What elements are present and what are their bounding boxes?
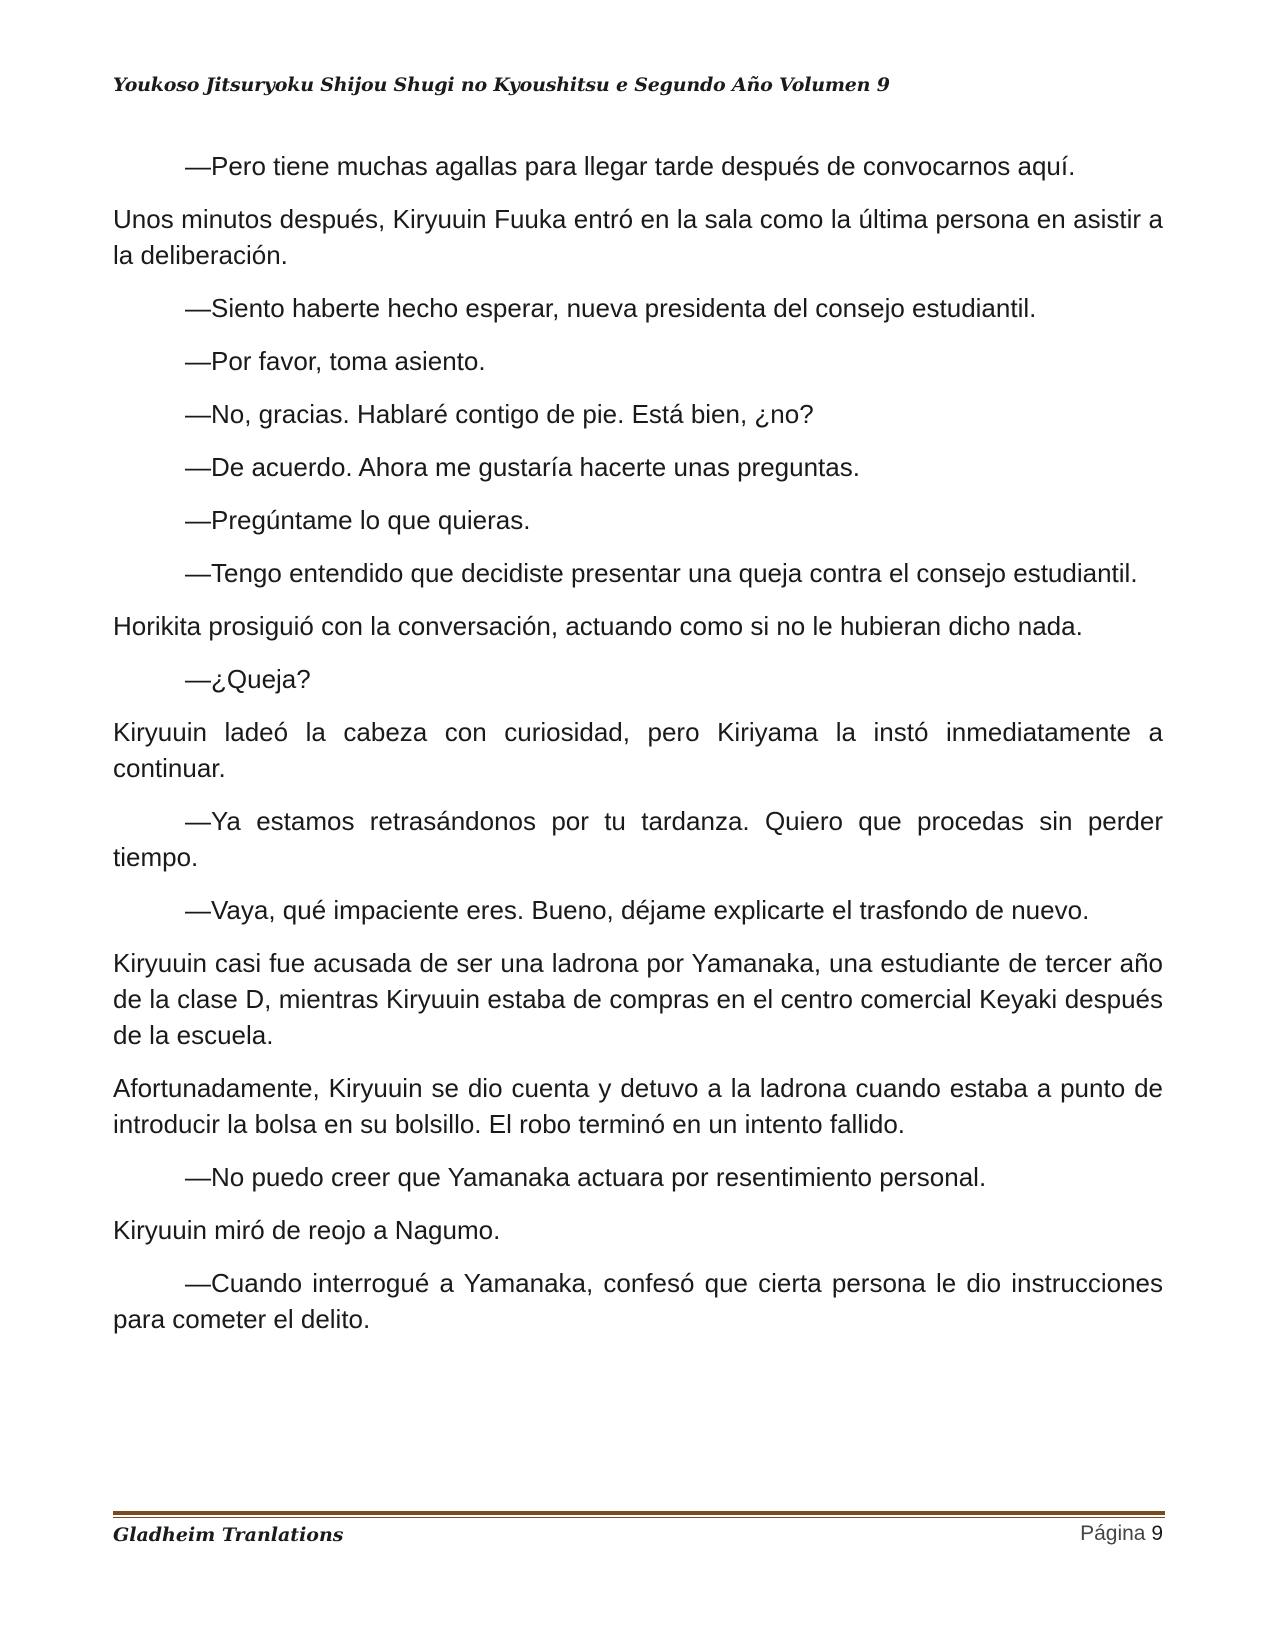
paragraph: —No puedo creer que Yamanaka actuara por resentimiento personal. — [185, 1162, 987, 1192]
paragraph: Kiryuuin ladeó la cabeza con curiosidad, pero Kiriyama la instó inmediatamente a continuar. — [113, 717, 1163, 783]
paragraph: —De acuerdo. Ahora me gustaría hacerte unas preguntas. — [185, 452, 860, 482]
body-text — [113, 148, 1163, 1354]
page-number: 9 — [1151, 1522, 1163, 1545]
running-header-title: Youkoso Jitsuryoku Shijou Shugi no Kyoushitsu e Segundo Año Volumen 9 — [113, 74, 890, 96]
paragraph: Kiryuuin casi fue acusada de ser una ladrona por Yamanaka, una estudiante de tercer año de la clase D, mientras Kiryuuin estaba de compras en el centro comercial Keyaki después de la escuela. — [113, 948, 1163, 1050]
paragraph: —Pregúntame lo que quieras. — [185, 505, 531, 535]
paragraph: —Siento haberte hecho esperar, nueva presidenta del consejo estudiantil. — [185, 293, 1037, 323]
footer-divider — [113, 1511, 1165, 1519]
paragraph: —Tengo entendido que decidiste presentar una queja contra el consejo estudiantil. — [185, 558, 1138, 588]
page-number-label — [1080, 1522, 1163, 1546]
paragraph: Horikita prosiguió con la conversación, actuando como si no le hubieran dicho nada. — [113, 611, 1083, 641]
footer-divider-thin — [113, 1517, 1165, 1518]
paragraph: Afortunadamente, Kiryuuin se dio cuenta y detuvo a la ladrona cuando estaba a punto de introducir la bolsa en su bolsillo. El robo terminó en un intento fallido. — [113, 1073, 1163, 1139]
footer-credit: Gladheim Tranlations — [113, 1524, 344, 1546]
paragraph: —Cuando interrogué a Yamanaka, confesó que cierta persona le dio instrucciones para cometer el delito. — [113, 1268, 1163, 1334]
paragraph: —Ya estamos retrasándonos por tu tardanza. Quiero que procedas sin perder tiempo. — [113, 806, 1163, 872]
page-label: Página — [1080, 1522, 1146, 1545]
paragraph: —¿Queja? — [185, 664, 311, 694]
paragraph: Unos minutos después, Kiryuuin Fuuka entró en la sala como la última persona en asistir a la deliberación. — [113, 204, 1163, 270]
paragraph: —Pero tiene muchas agallas para llegar tarde después de convocarnos aquí. — [185, 151, 1076, 181]
paragraph: —No, gracias. Hablaré contigo de pie. Está bien, ¿no? — [185, 399, 814, 429]
paragraph: —Por favor, toma asiento. — [185, 346, 486, 376]
paragraph: —Vaya, qué impaciente eres. Bueno, déjame explicarte el trasfondo de nuevo. — [185, 895, 1090, 925]
paragraph: Kiryuuin miró de reojo a Nagumo. — [113, 1215, 501, 1245]
